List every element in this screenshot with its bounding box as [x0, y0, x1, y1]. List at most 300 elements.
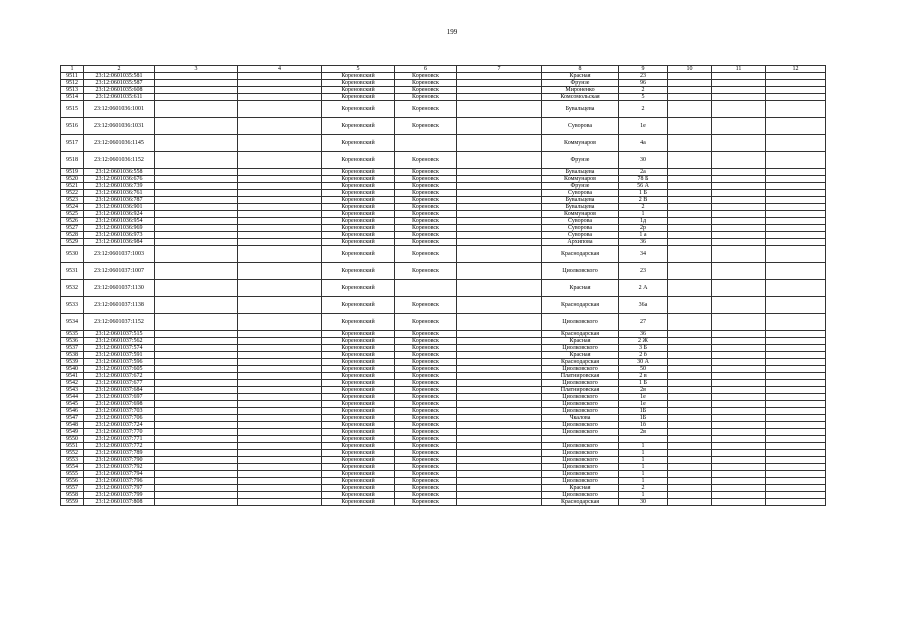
- empty-cell: [155, 415, 238, 422]
- house-cell: 2: [619, 485, 668, 492]
- cadastral-number-cell: 23:12:0601036:924: [84, 211, 155, 218]
- table-row: [61, 492, 826, 499]
- empty-cell: [155, 135, 238, 152]
- empty-cell: [238, 457, 322, 464]
- empty-cell: [668, 422, 712, 429]
- empty-cell: [238, 331, 322, 338]
- street-cell: Суворова: [542, 190, 619, 197]
- district-cell: Кореновский: [322, 345, 395, 352]
- empty-cell: [238, 338, 322, 345]
- empty-cell: [712, 218, 766, 225]
- empty-cell: [238, 225, 322, 232]
- street-cell: Циолковского: [542, 263, 619, 280]
- empty-cell: [766, 380, 826, 387]
- empty-cell: [668, 73, 712, 80]
- empty-cell: [766, 331, 826, 338]
- cadastral-number-cell: 23:12:0601037:703: [84, 408, 155, 415]
- empty-cell: [238, 380, 322, 387]
- empty-cell: [238, 394, 322, 401]
- empty-cell: [155, 422, 238, 429]
- cadastral-number-cell: 23:12:0601036:1152: [84, 152, 155, 169]
- city-cell: Кореновск: [395, 246, 457, 263]
- house-cell: 1е: [619, 118, 668, 135]
- empty-cell: [238, 204, 322, 211]
- empty-cell: [457, 152, 542, 169]
- empty-cell: [712, 225, 766, 232]
- city-cell: Кореновск: [395, 401, 457, 408]
- street-cell: [542, 436, 619, 443]
- table-row: [61, 204, 826, 211]
- street-cell: Мироненко: [542, 87, 619, 94]
- empty-cell: [766, 297, 826, 314]
- table-row: [61, 429, 826, 436]
- house-cell: 2а: [619, 169, 668, 176]
- empty-cell: [712, 73, 766, 80]
- district-cell: Кореновский: [322, 225, 395, 232]
- house-cell: 1б: [619, 422, 668, 429]
- empty-cell: [155, 263, 238, 280]
- empty-cell: [457, 394, 542, 401]
- city-cell: [395, 280, 457, 297]
- empty-cell: [457, 135, 542, 152]
- registry-table: [60, 65, 826, 506]
- empty-cell: [668, 204, 712, 211]
- empty-cell: [155, 297, 238, 314]
- page-number: 199: [446, 28, 458, 36]
- district-cell: Кореновский: [322, 204, 395, 211]
- row-number-cell: 9532: [61, 280, 84, 297]
- district-cell: Кореновский: [322, 373, 395, 380]
- street-cell: Циолковского: [542, 394, 619, 401]
- district-cell: Кореновский: [322, 197, 395, 204]
- cadastral-number-cell: 23:12:0601036:761: [84, 190, 155, 197]
- empty-cell: [238, 401, 322, 408]
- row-number-cell: 9554: [61, 464, 84, 471]
- empty-cell: [712, 380, 766, 387]
- empty-cell: [457, 373, 542, 380]
- empty-cell: [155, 152, 238, 169]
- empty-cell: [457, 331, 542, 338]
- empty-cell: [668, 183, 712, 190]
- empty-cell: [712, 176, 766, 183]
- empty-cell: [766, 478, 826, 485]
- empty-cell: [668, 94, 712, 101]
- table-row: [61, 80, 826, 87]
- empty-cell: [712, 314, 766, 331]
- table-row: [61, 408, 826, 415]
- empty-cell: [457, 118, 542, 135]
- city-cell: Кореновск: [395, 176, 457, 183]
- empty-cell: [712, 338, 766, 345]
- house-cell: 1: [619, 211, 668, 218]
- empty-cell: [238, 263, 322, 280]
- street-cell: Циолковского: [542, 380, 619, 387]
- row-number-cell: 9519: [61, 169, 84, 176]
- empty-cell: [712, 443, 766, 450]
- table-row: [61, 197, 826, 204]
- district-cell: Кореновский: [322, 152, 395, 169]
- empty-cell: [155, 338, 238, 345]
- empty-cell: [238, 485, 322, 492]
- row-number-cell: 9546: [61, 408, 84, 415]
- row-number-cell: 9556: [61, 478, 84, 485]
- row-number-cell: 9544: [61, 394, 84, 401]
- empty-cell: [457, 464, 542, 471]
- house-cell: 1 Б: [619, 190, 668, 197]
- city-cell: Кореновск: [395, 464, 457, 471]
- empty-cell: [668, 408, 712, 415]
- cadastral-number-cell: 23:12:0601037:789: [84, 450, 155, 457]
- empty-cell: [668, 190, 712, 197]
- house-cell: 2 б: [619, 352, 668, 359]
- cadastral-number-cell: 23:12:0601035:581: [84, 73, 155, 80]
- empty-cell: [712, 204, 766, 211]
- empty-cell: [766, 457, 826, 464]
- empty-cell: [155, 246, 238, 263]
- empty-cell: [766, 464, 826, 471]
- cadastral-number-cell: 23:12:0601035:587: [84, 80, 155, 87]
- empty-cell: [668, 380, 712, 387]
- empty-cell: [668, 457, 712, 464]
- house-cell: 96: [619, 80, 668, 87]
- empty-cell: [712, 135, 766, 152]
- empty-cell: [155, 183, 238, 190]
- street-cell: Бувальцева: [542, 101, 619, 118]
- row-number-cell: 9545: [61, 401, 84, 408]
- empty-cell: [457, 443, 542, 450]
- empty-cell: [457, 485, 542, 492]
- empty-cell: [155, 450, 238, 457]
- street-cell: Краснодарская: [542, 246, 619, 263]
- district-cell: Кореновский: [322, 436, 395, 443]
- empty-cell: [238, 297, 322, 314]
- district-cell: Кореновский: [322, 380, 395, 387]
- table-row: [61, 499, 826, 506]
- district-cell: Кореновский: [322, 485, 395, 492]
- row-number-cell: 9547: [61, 415, 84, 422]
- empty-cell: [457, 352, 542, 359]
- district-cell: Кореновский: [322, 87, 395, 94]
- empty-cell: [457, 211, 542, 218]
- street-cell: Циолковского: [542, 450, 619, 457]
- empty-cell: [766, 450, 826, 457]
- table-row: [61, 450, 826, 457]
- table-row: [61, 415, 826, 422]
- empty-cell: [238, 169, 322, 176]
- cadastral-number-cell: 23:12:0601037:515: [84, 331, 155, 338]
- street-cell: Суворова: [542, 218, 619, 225]
- empty-cell: [238, 499, 322, 506]
- empty-cell: [668, 359, 712, 366]
- empty-cell: [457, 197, 542, 204]
- empty-cell: [668, 197, 712, 204]
- street-cell: Циолковского: [542, 366, 619, 373]
- house-cell: 1д: [619, 218, 668, 225]
- empty-cell: [766, 190, 826, 197]
- district-cell: Кореновский: [322, 366, 395, 373]
- cadastral-number-cell: 23:12:0601037:770: [84, 429, 155, 436]
- row-number-cell: 9524: [61, 204, 84, 211]
- street-cell: Краснодарская: [542, 359, 619, 366]
- header-cell: 3: [155, 66, 238, 73]
- street-cell: Суворова: [542, 118, 619, 135]
- empty-cell: [712, 450, 766, 457]
- empty-cell: [457, 263, 542, 280]
- empty-cell: [712, 297, 766, 314]
- street-cell: Фрунзе: [542, 152, 619, 169]
- empty-cell: [712, 239, 766, 246]
- city-cell: Кореновск: [395, 373, 457, 380]
- empty-cell: [766, 394, 826, 401]
- city-cell: Кореновск: [395, 394, 457, 401]
- city-cell: Кореновск: [395, 457, 457, 464]
- empty-cell: [155, 492, 238, 499]
- cadastral-number-cell: 23:12:0601036:984: [84, 239, 155, 246]
- city-cell: Кореновск: [395, 169, 457, 176]
- house-cell: 30: [619, 499, 668, 506]
- row-number-cell: 9536: [61, 338, 84, 345]
- empty-cell: [457, 380, 542, 387]
- empty-cell: [766, 135, 826, 152]
- street-cell: Бувальцева: [542, 197, 619, 204]
- empty-cell: [155, 314, 238, 331]
- cadastral-number-cell: 23:12:0601036:954: [84, 218, 155, 225]
- empty-cell: [155, 218, 238, 225]
- street-cell: Красная: [542, 280, 619, 297]
- empty-cell: [155, 80, 238, 87]
- row-number-cell: 9531: [61, 263, 84, 280]
- empty-cell: [457, 204, 542, 211]
- empty-cell: [668, 152, 712, 169]
- cadastral-number-cell: 23:12:0601037:797: [84, 485, 155, 492]
- empty-cell: [155, 443, 238, 450]
- empty-cell: [238, 101, 322, 118]
- cadastral-number-cell: 23:12:0601037:596: [84, 359, 155, 366]
- empty-cell: [712, 352, 766, 359]
- empty-cell: [766, 352, 826, 359]
- empty-cell: [766, 436, 826, 443]
- street-cell: Коммунаров: [542, 211, 619, 218]
- empty-cell: [155, 87, 238, 94]
- street-cell: Красная: [542, 485, 619, 492]
- street-cell: Циолковского: [542, 457, 619, 464]
- city-cell: Кореновск: [395, 101, 457, 118]
- empty-cell: [457, 401, 542, 408]
- empty-cell: [238, 373, 322, 380]
- city-cell: Кореновск: [395, 239, 457, 246]
- empty-cell: [457, 436, 542, 443]
- table-row: [61, 183, 826, 190]
- empty-cell: [238, 387, 322, 394]
- row-number-cell: 9552: [61, 450, 84, 457]
- empty-cell: [155, 387, 238, 394]
- street-cell: Архипова: [542, 239, 619, 246]
- header-cell: 8: [542, 66, 619, 73]
- city-cell: Кореновск: [395, 380, 457, 387]
- cadastral-number-cell: 23:12:0601037:1152: [84, 314, 155, 331]
- empty-cell: [668, 394, 712, 401]
- empty-cell: [155, 359, 238, 366]
- district-cell: Кореновский: [322, 239, 395, 246]
- house-cell: 36: [619, 331, 668, 338]
- house-cell: 2 В: [619, 197, 668, 204]
- house-cell: 30 А: [619, 359, 668, 366]
- empty-cell: [457, 429, 542, 436]
- table-row: [61, 422, 826, 429]
- empty-cell: [457, 366, 542, 373]
- header-cell: 4: [238, 66, 322, 73]
- row-number-cell: 9559: [61, 499, 84, 506]
- table-row: [61, 211, 826, 218]
- district-cell: Кореновский: [322, 478, 395, 485]
- city-cell: Кореновск: [395, 352, 457, 359]
- cadastral-number-cell: 23:12:0601037:724: [84, 422, 155, 429]
- street-cell: Краснодарская: [542, 499, 619, 506]
- empty-cell: [712, 471, 766, 478]
- cadastral-number-cell: 23:12:0601036:901: [84, 204, 155, 211]
- empty-cell: [457, 415, 542, 422]
- city-cell: Кореновск: [395, 338, 457, 345]
- house-cell: 30: [619, 152, 668, 169]
- empty-cell: [668, 443, 712, 450]
- empty-cell: [712, 422, 766, 429]
- empty-cell: [668, 345, 712, 352]
- house-cell: 2 А: [619, 280, 668, 297]
- table-row: [61, 485, 826, 492]
- district-cell: Кореновский: [322, 176, 395, 183]
- empty-cell: [766, 183, 826, 190]
- empty-cell: [155, 352, 238, 359]
- row-number-cell: 9515: [61, 101, 84, 118]
- empty-cell: [766, 73, 826, 80]
- empty-cell: [712, 87, 766, 94]
- house-cell: 36: [619, 239, 668, 246]
- district-cell: Кореновский: [322, 464, 395, 471]
- row-number-cell: 9553: [61, 457, 84, 464]
- district-cell: Кореновский: [322, 331, 395, 338]
- house-cell: 27: [619, 314, 668, 331]
- street-cell: Циолковского: [542, 314, 619, 331]
- empty-cell: [712, 263, 766, 280]
- city-cell: Кореновск: [395, 366, 457, 373]
- table-row: [61, 246, 826, 263]
- empty-cell: [238, 464, 322, 471]
- table-row: [61, 118, 826, 135]
- city-cell: Кореновск: [395, 232, 457, 239]
- district-cell: Кореновский: [322, 338, 395, 345]
- row-number-cell: 9526: [61, 218, 84, 225]
- district-cell: Кореновский: [322, 263, 395, 280]
- empty-cell: [238, 197, 322, 204]
- empty-cell: [238, 436, 322, 443]
- city-cell: Кореновск: [395, 225, 457, 232]
- cadastral-number-cell: 23:12:0601037:591: [84, 352, 155, 359]
- table-row: [61, 232, 826, 239]
- empty-cell: [668, 415, 712, 422]
- empty-cell: [668, 331, 712, 338]
- header-cell: 11: [712, 66, 766, 73]
- empty-cell: [155, 197, 238, 204]
- empty-cell: [457, 314, 542, 331]
- empty-cell: [155, 471, 238, 478]
- city-cell: Кореновск: [395, 450, 457, 457]
- empty-cell: [155, 373, 238, 380]
- row-number-cell: 9511: [61, 73, 84, 80]
- cadastral-number-cell: 23:12:0601036:969: [84, 225, 155, 232]
- district-cell: Кореновский: [322, 190, 395, 197]
- city-cell: Кореновск: [395, 152, 457, 169]
- city-cell: Кореновск: [395, 422, 457, 429]
- empty-cell: [712, 101, 766, 118]
- row-number-cell: 9533: [61, 297, 84, 314]
- house-cell: 4а: [619, 135, 668, 152]
- house-cell: 2р: [619, 225, 668, 232]
- empty-cell: [457, 169, 542, 176]
- empty-cell: [238, 218, 322, 225]
- empty-cell: [766, 176, 826, 183]
- street-cell: Бувальцева: [542, 169, 619, 176]
- cadastral-number-cell: 23:12:0601036:558: [84, 169, 155, 176]
- cadastral-number-cell: 23:12:0601037:1138: [84, 297, 155, 314]
- empty-cell: [668, 450, 712, 457]
- empty-cell: [155, 380, 238, 387]
- street-cell: Циолковского: [542, 422, 619, 429]
- row-number-cell: 9535: [61, 331, 84, 338]
- header-cell: 9: [619, 66, 668, 73]
- row-number-cell: 9539: [61, 359, 84, 366]
- city-cell: Кореновск: [395, 190, 457, 197]
- cadastral-number-cell: 23:12:0601037:808: [84, 499, 155, 506]
- cadastral-number-cell: 23:12:0601037:1003: [84, 246, 155, 263]
- header-cell: 12: [766, 66, 826, 73]
- district-cell: Кореновский: [322, 457, 395, 464]
- empty-cell: [712, 183, 766, 190]
- house-cell: 36а: [619, 297, 668, 314]
- table-row: [61, 359, 826, 366]
- empty-cell: [238, 211, 322, 218]
- empty-cell: [668, 176, 712, 183]
- empty-cell: [457, 246, 542, 263]
- row-number-cell: 9513: [61, 87, 84, 94]
- row-number-cell: 9551: [61, 443, 84, 450]
- empty-cell: [668, 429, 712, 436]
- table-row: [61, 345, 826, 352]
- empty-cell: [457, 232, 542, 239]
- empty-cell: [238, 408, 322, 415]
- empty-cell: [766, 87, 826, 94]
- house-cell: 23: [619, 263, 668, 280]
- table-row: [61, 331, 826, 338]
- row-number-cell: 9517: [61, 135, 84, 152]
- empty-cell: [712, 478, 766, 485]
- empty-cell: [766, 246, 826, 263]
- empty-cell: [457, 450, 542, 457]
- house-cell: 56 А: [619, 183, 668, 190]
- empty-cell: [712, 492, 766, 499]
- empty-cell: [766, 345, 826, 352]
- city-cell: Кореновск: [395, 314, 457, 331]
- empty-cell: [668, 246, 712, 263]
- row-number-cell: 9516: [61, 118, 84, 135]
- empty-cell: [668, 280, 712, 297]
- street-cell: Суворова: [542, 232, 619, 239]
- empty-cell: [766, 118, 826, 135]
- district-cell: Кореновский: [322, 94, 395, 101]
- house-cell: 2: [619, 101, 668, 118]
- table-row: [61, 352, 826, 359]
- empty-cell: [668, 499, 712, 506]
- city-cell: Кореновск: [395, 80, 457, 87]
